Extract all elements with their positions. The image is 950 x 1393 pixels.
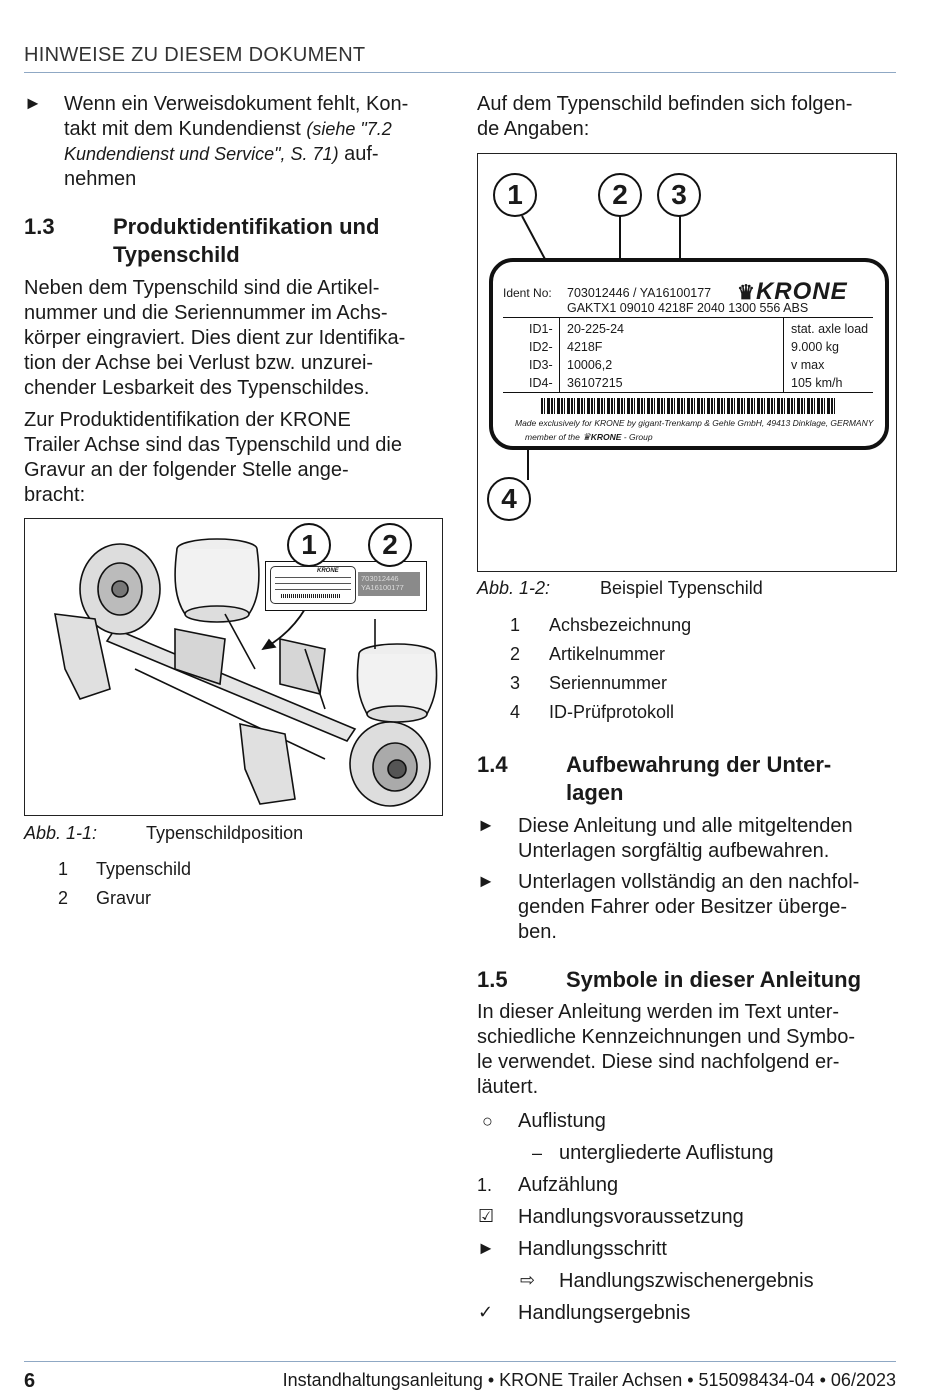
ident-label: Ident No:: [503, 286, 552, 300]
title-line: Aufbewahrung der Unter-: [566, 752, 832, 777]
mini-barcode: [281, 594, 341, 598]
callout-2: 2: [368, 523, 412, 567]
figure-type-plate: [477, 153, 897, 572]
text-line: ben.: [518, 921, 557, 943]
ident-value: 703012446 / YA16100177: [567, 286, 712, 300]
legend-number: 3: [510, 673, 521, 693]
footer-rule: [24, 1361, 896, 1362]
bullet-text: takt mit dem Kundendienst: [64, 118, 307, 140]
figure-axle-illustration: [24, 518, 443, 816]
paragraph-symbols: [477, 1000, 897, 1100]
text-line: Zur Produktidentifikation der KRONE: [24, 409, 351, 431]
bullet-line: Wenn ein Verweisdokument fehlt, Kon-: [64, 93, 409, 115]
spec-value: 9.000 kg: [791, 340, 839, 354]
paragraph-engraving: [24, 276, 444, 401]
legend-text: Gravur: [96, 888, 152, 908]
text-line: Trailer Achse sind das Typenschild und die: [24, 434, 402, 456]
legend-text: Artikelnummer: [549, 644, 666, 664]
text-line: Auf dem Typenschild befinden sich folgen-: [477, 93, 853, 115]
section-title-1-5: Symbole in dieser Anleitung: [566, 967, 862, 992]
legend-number: 1: [510, 615, 521, 635]
member-brand: KRONE: [590, 432, 622, 442]
mini-type-plate: [270, 566, 356, 604]
footer-doc-info: Instandhaltungsanleitung • KRONE Trailer Achsen • 515098434-04 • 06/2023: [282, 1370, 896, 1390]
header-rule: [24, 72, 896, 73]
type-plate: [489, 258, 889, 450]
enumeration-marker: 1.: [477, 1175, 493, 1195]
callout-1: 1: [287, 523, 331, 567]
member-line: [525, 432, 653, 443]
cross-reference-link[interactable]: (siehe "7.2: [306, 119, 392, 139]
spec-label: stat. axle load: [791, 322, 869, 336]
manufacturer-line: Made exclusively for KRONE by gigant-Trenkamp & Gehle GmbH, 49413 Dinklage, GERMANY: [515, 418, 874, 428]
brand-label: KRONE: [755, 278, 848, 305]
id-label: ID1-: [529, 322, 553, 336]
bullet-marker: ►: [477, 815, 495, 835]
legend-number: 4: [510, 702, 521, 722]
id-label: ID4-: [529, 376, 553, 390]
legend-text: Seriennummer: [549, 673, 668, 693]
arrow-step-icon: ►: [477, 1238, 495, 1258]
text-line: chender Lesbarkeit des Typenschildes.: [24, 377, 370, 399]
text-line: läutert.: [477, 1076, 539, 1098]
plate-divider: [503, 392, 873, 393]
member-suffix: - Group: [623, 432, 653, 442]
text-line: schiedliche Kennzeichnungen und Symbo-: [477, 1026, 856, 1048]
text-line: nummer und die Seriennummer im Achs-: [24, 302, 388, 324]
text-line: le verwendet. Diese sind nachfolgend er-: [477, 1051, 840, 1073]
plate-divider: [559, 318, 560, 392]
paragraph-plate-intro: [477, 92, 897, 142]
title-line: Produktidentifikation und: [113, 214, 380, 239]
id-value: 20-225-24: [567, 322, 624, 336]
section-number-1-5: 1.5: [477, 967, 508, 992]
crown-icon: ♛: [737, 282, 756, 304]
legend-number: 2: [58, 888, 69, 908]
legend-number: 2: [510, 644, 521, 664]
legend-text: ID-Prüfprotokoll: [549, 702, 675, 722]
legend-number: 1: [58, 859, 69, 879]
page-number: 6: [24, 1370, 36, 1392]
bullet-marker: ►: [477, 871, 495, 891]
axle-code: GAKTX1 09010 4218F 2040 1300 556 ABS: [567, 301, 809, 315]
bullet-text: auf-: [338, 143, 379, 165]
title-line: lagen: [566, 780, 624, 805]
id-value: 36107215: [567, 376, 623, 390]
figure-1-caption-text: Typenschildposition: [146, 823, 304, 843]
symbol-label: untergliederte Auflistung: [559, 1142, 774, 1164]
text-line: Gravur an der folgender Stelle ange-: [24, 459, 349, 481]
bullet-marker: ►: [24, 93, 42, 113]
divider: [275, 577, 351, 578]
id-value: 10006,2: [567, 358, 613, 372]
callout-1: 1: [493, 173, 537, 217]
figure-1-caption-label: [24, 823, 97, 844]
mini-plate-inset: [265, 561, 427, 611]
section-title-1-3: [113, 213, 379, 269]
divider: [275, 589, 351, 590]
circle-bullet-icon: ○: [482, 1111, 493, 1131]
callout-4: 4: [487, 477, 531, 521]
paragraph-identification: [24, 408, 444, 508]
text-line: Unterlagen sorgfältig aufbewahren.: [518, 840, 830, 862]
cross-reference-link[interactable]: Kundendienst und Service", S. 71): [64, 144, 339, 164]
bullet-keep-documents: [518, 814, 898, 864]
text-line: Diese Anleitung und alle mitgeltenden: [518, 815, 853, 837]
bullet-line: nehmen: [64, 168, 137, 190]
symbol-label: Handlungsvoraussetzung: [518, 1206, 744, 1228]
id-label: ID2-: [529, 340, 553, 354]
bullet-handover-documents: [518, 870, 898, 945]
text-line: tion der Achse bei Verlust bzw. unzurei-: [24, 352, 374, 374]
symbol-label: Aufzählung: [518, 1174, 619, 1196]
text-line: bracht:: [24, 484, 86, 506]
text-line: de Angaben:: [477, 118, 590, 140]
spec-value: 105 km/h: [791, 376, 843, 390]
callout-3: 3: [657, 173, 701, 217]
title-line: Typenschild: [113, 242, 240, 267]
id-label: ID3-: [529, 358, 553, 372]
engraving-sample: [358, 572, 420, 596]
crown-icon: ♛: [582, 432, 591, 443]
bullet-note: [64, 92, 444, 192]
section-number-1-3: 1.3: [24, 214, 55, 239]
section-title-1-4: [566, 751, 831, 807]
legend-text: Achsbezeichnung: [549, 615, 692, 635]
text-line: genden Fahrer oder Besitzer überge-: [518, 896, 848, 918]
callout-2: 2: [598, 173, 642, 217]
symbol-label: Handlungsschritt: [518, 1238, 667, 1260]
text-line: körper eingraviert. Dies dient zur Identifika-: [24, 327, 406, 349]
legend-text: Typenschild: [96, 859, 192, 879]
bullet-line: [64, 117, 444, 142]
member-prefix: member of the: [525, 432, 580, 442]
hollow-arrow-icon: ⇨: [520, 1270, 536, 1291]
caption-label: Abb. 1-1:: [24, 823, 98, 843]
plate-divider: [783, 318, 784, 392]
dash-bullet-icon: –: [532, 1143, 543, 1163]
symbol-label: Auflistung: [518, 1110, 606, 1132]
engraving-line: YA16100177: [361, 582, 404, 592]
section-number-1-4: 1.4: [477, 752, 508, 777]
spec-label: v max: [791, 358, 825, 372]
krone-logo: [737, 278, 848, 306]
divider: [275, 583, 351, 584]
mini-brand-label: KRONE: [317, 568, 339, 574]
text-line: Unterlagen vollständig an den nachfol-: [518, 871, 860, 893]
figure-2-caption-text: Beispiel Typenschild: [600, 578, 763, 598]
figure-2-caption-label: [477, 578, 550, 599]
id-value: 4218F: [567, 340, 603, 354]
barcode: [541, 398, 837, 414]
section-header: HINWEISE ZU DIESEM DOKUMENT: [24, 44, 366, 66]
caption-label: Abb. 1-2:: [477, 578, 551, 598]
text-line: Neben dem Typenschild sind die Artikel-: [24, 277, 380, 299]
symbol-label: Handlungszwischenergebnis: [559, 1270, 814, 1292]
engraving-line: 703012446: [361, 574, 399, 583]
symbol-label: Handlungsergebnis: [518, 1302, 691, 1324]
bullet-line: [64, 142, 444, 167]
checkbox-icon: ☑: [478, 1206, 495, 1227]
checkmark-icon: ✓: [478, 1302, 494, 1323]
text-line: In dieser Anleitung werden im Text unter-: [477, 1001, 840, 1023]
